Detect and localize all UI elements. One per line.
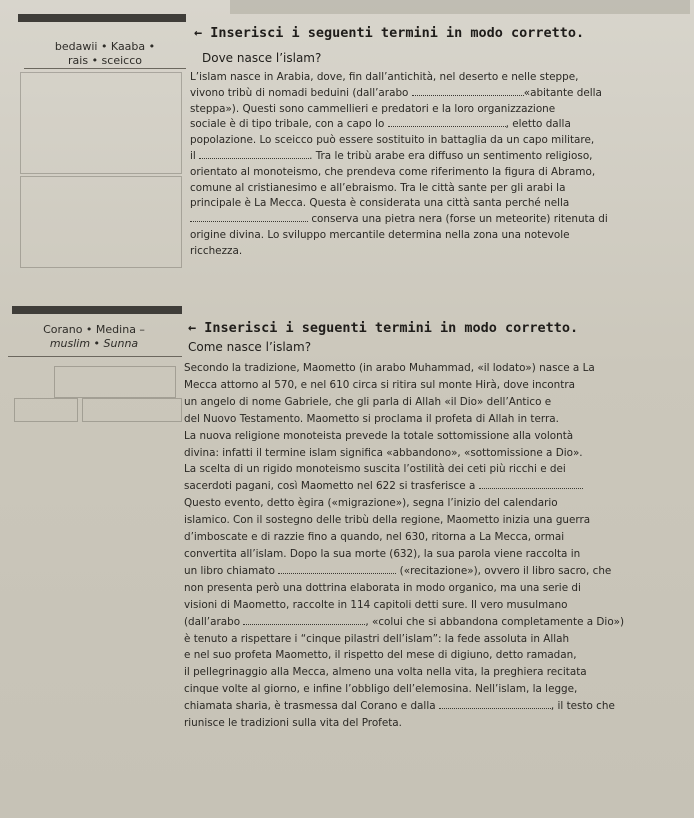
s2-line-13: un libro chiamato («recitazione»), ovvero il libro sacro, che bbox=[184, 564, 612, 577]
section1-question: Dove nasce l’islam? bbox=[202, 51, 322, 65]
s2-line-10: islamico. Con il sostegno delle tribù della regione, Maometto inizia una guerra bbox=[184, 514, 591, 527]
fill-in-blank-beduini[interactable] bbox=[412, 86, 524, 96]
s2-line-1: Secondo la tradizione, Maometto (in arabo Muhammad, «il lodato») nasce a La bbox=[184, 362, 595, 374]
s2-line-6: divina: infatti il termine islam significa «abbandono», «sottomissione a Dio». bbox=[184, 446, 583, 459]
section1-keywords-line1: bedawii • Kaaba • bbox=[54, 40, 156, 53]
s1-line-1: L’islam nasce in Arabia, dove, fin dall’antichità, nel deserto e nelle steppe, bbox=[190, 71, 579, 83]
s2-line-3: un angelo di nome Gabriele, che gli parla di Allah «il Dio» dell’Antico e bbox=[184, 395, 552, 408]
s2-line-2: Mecca attorno al 570, e nel 610 circa si ritira sul monte Hirà, dove incontra bbox=[184, 378, 575, 391]
faint-box-4 bbox=[14, 398, 78, 422]
fill-in-blank-medina[interactable] bbox=[479, 479, 583, 489]
s1-line-10: conserva una pietra nera (forse un meteorite) ritenuta di bbox=[190, 212, 686, 228]
section2-keywords bbox=[14, 323, 174, 351]
section2-keyword-underline bbox=[8, 356, 182, 357]
s2-line-21: chiamata sharia, è trasmessa dal Corano e dalla , il testo che bbox=[184, 700, 615, 713]
fill-in-blank-sunna[interactable] bbox=[439, 699, 551, 709]
fill-in-blank-corano[interactable] bbox=[278, 564, 396, 574]
s1-line-4: sociale è di tipo tribale, con a capo lo , eletto dalla bbox=[190, 118, 571, 131]
s2-line-4: del Nuovo Testamento. Maometto si proclama il profeta di Allah in terra. bbox=[184, 412, 559, 425]
section1-keywords-line2: rais • sceicco bbox=[68, 54, 142, 67]
faint-box-5 bbox=[82, 398, 182, 422]
s2-line-16: (dall’arabo , «colui che si abbandona completamente a Dio») bbox=[184, 615, 625, 628]
s2-line-5: La nuova religione monoteista prevede la totale sottomissione alla volontà bbox=[184, 429, 574, 442]
s1-line-9: principale è La Mecca. Questa è considerata una città santa perché nella bbox=[190, 197, 570, 210]
s2-line-9: Questo evento, detto ègira («migrazione»), segna l’inizio del calendario bbox=[184, 497, 558, 510]
s1-line-5: popolazione. Lo sceicco può essere sostituito in battaglia da un capo militare, bbox=[190, 134, 595, 147]
s2-line-8: sacerdoti pagani, così Maometto nel 622 si trasferisce a bbox=[184, 478, 688, 495]
s1-line-8: comune al cristianesimo e all’ebraismo. Tra le città sante per gli arabi la bbox=[190, 181, 566, 194]
fill-in-blank-capo-militare[interactable] bbox=[199, 149, 309, 159]
s2-line-14: non presenta però una dottrina elaborata in modo organico, ma una serie di bbox=[184, 581, 581, 594]
s1-line-7: orientato al monoteismo, che prendeva come riferimento la figura di Abramo, bbox=[190, 165, 596, 178]
s2-line-15: visioni di Maometto, raccolte in 114 capitoli detti sure. Il vero musulmano bbox=[184, 598, 568, 611]
page-edge-shadow bbox=[230, 0, 690, 14]
s2-line-17: è tenuto a rispettare i “cinque pilastri dell’islam”: la fede assoluta in Allah bbox=[184, 632, 570, 645]
section2-marker-bar bbox=[12, 306, 182, 314]
s2-line-11: d’imboscate e di razzie fino a quando, nel 630, ritorna a La Mecca, ormai bbox=[184, 531, 565, 544]
section2-keywords-line1: Corano • Medina – bbox=[43, 323, 145, 336]
section1-heading: ← Inserisci i seguenti termini in modo corretto. bbox=[194, 25, 585, 41]
fill-in-blank-capo[interactable] bbox=[388, 117, 506, 127]
faint-box-1 bbox=[20, 72, 182, 174]
faint-box-3 bbox=[54, 366, 176, 398]
faint-box-2 bbox=[20, 176, 182, 268]
section2-paragraph bbox=[184, 360, 688, 732]
section1-paragraph bbox=[190, 70, 686, 260]
section2-keywords-line2: muslim • Sunna bbox=[49, 337, 139, 350]
s1-line-6: il . Tra le tribù arabe era diffuso un sentimento religioso, bbox=[190, 149, 593, 162]
s1-line-2: vivono tribù di nomadi beduini (dall’arabo «abitante della bbox=[190, 86, 602, 99]
s2-line-20: cinque volte al giorno, e infine l’obbligo dell’elemosina. Nell’islam, la legge, bbox=[184, 683, 578, 696]
s1-line-3: steppa»). Questi sono cammellieri e predatori e la loro organizzazione bbox=[190, 102, 556, 115]
s2-line-12: convertita all’islam. Dopo la sua morte (632), la sua parola viene raccolta in bbox=[184, 547, 581, 560]
s2-line-18: e nel suo profeta Maometto, il rispetto del mese di digiuno, detto ramadan, bbox=[184, 649, 577, 662]
s2-line-22: riunisce le tradizioni sulla vita del Profeta. bbox=[184, 717, 402, 730]
section1-marker-bar bbox=[18, 14, 186, 22]
s1-line-12: ricchezza. bbox=[190, 244, 243, 257]
fill-in-blank-santuario[interactable] bbox=[190, 212, 308, 222]
fill-in-blank-muslim[interactable] bbox=[243, 615, 365, 625]
s1-line-11: origine divina. Lo sviluppo mercantile determina nella zona una notevole bbox=[190, 228, 570, 241]
s2-line-7: La scelta di un rigido monoteismo suscita l’ostilità dei ceti più ricchi e dei bbox=[184, 463, 566, 476]
section1-keywords bbox=[30, 40, 180, 68]
section2-question: Come nasce l’islam? bbox=[188, 340, 312, 354]
section1-keyword-underline bbox=[24, 68, 186, 69]
s2-line-19: il pellegrinaggio alla Mecca, almeno una volta nella vita, la preghiera recitata bbox=[184, 666, 587, 679]
section2-heading: ← Inserisci i seguenti termini in modo corretto. bbox=[188, 320, 579, 336]
